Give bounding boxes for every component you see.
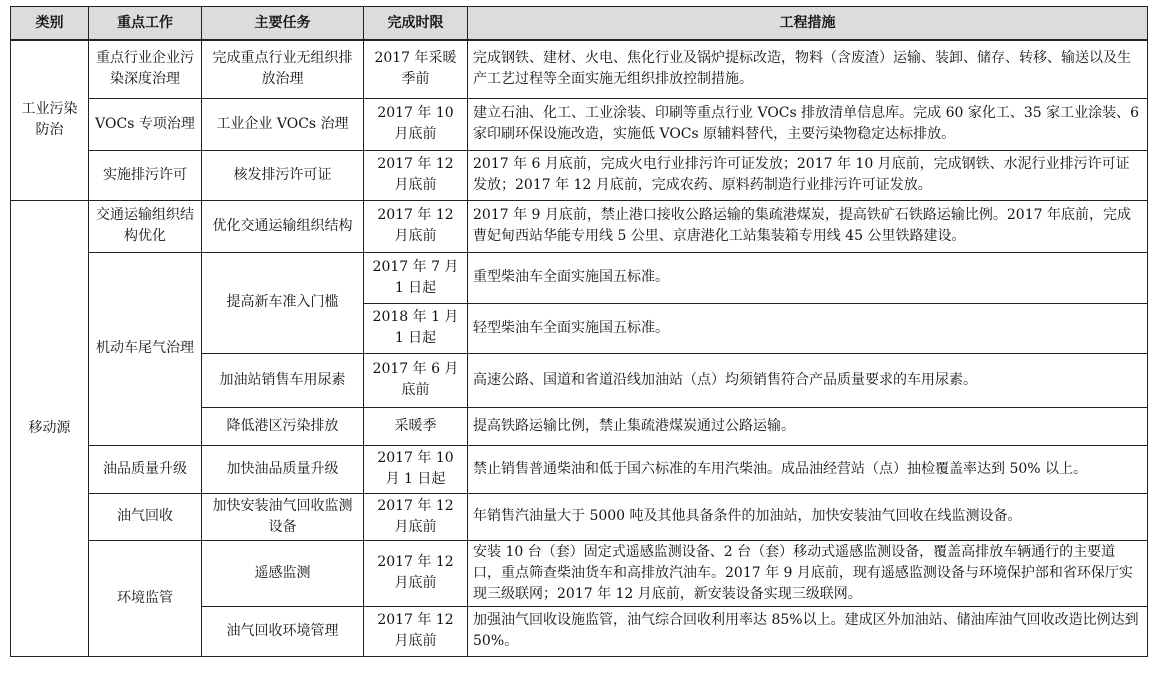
table-row	[11, 252, 1148, 303]
deadline-cell: 2017 年采暖季前	[364, 40, 468, 98]
measure-cell: 2017 年 9 月底前，禁止港口接收公路运输的集疏港煤炭，提高铁矿石铁路运输比例。2017 年底前，完成曹妃甸西站华能专用线 5 公里、京唐港化工站集装箱专用线 45 公里铁路建设。	[468, 200, 1148, 252]
key-work-cell: 机动车尾气治理	[89, 252, 202, 445]
table-row	[11, 540, 1148, 606]
deadline-cell: 2017 年 12 月底前	[364, 606, 468, 656]
measure-cell: 轻型柴油车全面实施国五标准。	[468, 303, 1148, 353]
main-task-cell: 提高新车准入门槛	[202, 252, 364, 353]
table-row	[11, 493, 1148, 540]
main-task-cell: 完成重点行业无组织排放治理	[202, 40, 364, 98]
deadline-cell: 2017 年 10 月 1 日起	[364, 445, 468, 493]
main-task-cell: 工业企业 VOCs 治理	[202, 98, 364, 150]
measure-cell: 建立石油、化工、工业涂装、印刷等重点行业 VOCs 排放清单信息库。完成 60 家化工、35 家工业涂装、6 家印刷环保设施改造，实施低 VOCs 原辅料替代，主要污染物稳定达标排放。	[468, 98, 1148, 150]
key-work-cell: VOCs 专项治理	[89, 98, 202, 150]
measures-table	[10, 6, 1148, 657]
main-task-cell: 加快油品质量升级	[202, 445, 364, 493]
main-task-cell: 加快安装油气回收监测设备	[202, 493, 364, 540]
main-task-cell: 核发排污许可证	[202, 150, 364, 200]
measure-cell: 安装 10 台（套）固定式遥感监测设备、2 台（套）移动式遥感监测设备，覆盖高排放车辆通行的主要道口，重点筛查柴油货车和高排放汽油车。2017 年 9 月底前，现有遥感监测设备与环境保护部和省环保厅实现三级联网；2017 年 12 月底前，新安装设备实现三级联网。	[468, 540, 1148, 606]
key-work-cell: 重点行业企业污染深度治理	[89, 40, 202, 98]
table-header-row	[11, 7, 1148, 41]
key-work-cell: 实施排污许可	[89, 150, 202, 200]
table-row	[11, 98, 1148, 150]
deadline-cell: 2017 年 12 月底前	[364, 540, 468, 606]
header-category: 类别	[11, 7, 89, 41]
header-measures: 工程措施	[468, 7, 1148, 41]
measure-cell: 年销售汽油量大于 5000 吨及其他具备条件的加油站，加快安装油气回收在线监测设备。	[468, 493, 1148, 540]
measure-cell: 完成钢铁、建材、火电、焦化行业及锅炉提标改造，物料（含废渣）运输、装卸、储存、转移、输送以及生产工艺过程等全面实施无组织排放控制措施。	[468, 40, 1148, 98]
measure-cell: 2017 年 6 月底前，完成火电行业排污许可证发放；2017 年 10 月底前，完成钢铁、水泥行业排污许可证发放；2017 年 12 月底前，完成农药、原料药制造行业排污许可证发放。	[468, 150, 1148, 200]
deadline-cell: 2018 年 1 月 1 日起	[364, 303, 468, 353]
main-task-cell: 油气回收环境管理	[202, 606, 364, 656]
table-row	[11, 445, 1148, 493]
deadline-cell: 采暖季	[364, 407, 468, 445]
measure-cell: 加强油气回收设施监管，油气综合回收利用率达 85%以上。建成区外加油站、储油库油气回收改造比例达到 50%。	[468, 606, 1148, 656]
header-main-task: 主要任务	[202, 7, 364, 41]
deadline-cell: 2017 年 6 月底前	[364, 353, 468, 407]
key-work-cell: 油品质量升级	[89, 445, 202, 493]
table-row	[11, 150, 1148, 200]
measure-cell: 提高铁路运输比例，禁止集疏港煤炭通过公路运输。	[468, 407, 1148, 445]
measures-table-wrapper	[10, 6, 1147, 657]
main-task-cell: 降低港区污染排放	[202, 407, 364, 445]
header-key-work: 重点工作	[89, 7, 202, 41]
header-deadline: 完成时限	[364, 7, 468, 41]
category-cell: 工业污染防治	[11, 40, 89, 200]
table-row	[11, 40, 1148, 98]
main-task-cell: 优化交通运输组织结构	[202, 200, 364, 252]
deadline-cell: 2017 年 12 月底前	[364, 150, 468, 200]
measure-cell: 禁止销售普通柴油和低于国六标准的车用汽柴油。成品油经营站（点）抽检覆盖率达到 50% 以上。	[468, 445, 1148, 493]
measure-cell: 重型柴油车全面实施国五标准。	[468, 252, 1148, 303]
key-work-cell: 油气回收	[89, 493, 202, 540]
deadline-cell: 2017 年 12 月底前	[364, 493, 468, 540]
main-task-cell: 加油站销售车用尿素	[202, 353, 364, 407]
deadline-cell: 2017 年 12 月底前	[364, 200, 468, 252]
measure-cell: 高速公路、国道和省道沿线加油站（点）均须销售符合产品质量要求的车用尿素。	[468, 353, 1148, 407]
table-row	[11, 200, 1148, 252]
main-task-cell: 遥感监测	[202, 540, 364, 606]
key-work-cell: 环境监管	[89, 540, 202, 656]
category-cell: 移动源	[11, 200, 89, 656]
deadline-cell: 2017 年 7 月 1 日起	[364, 252, 468, 303]
deadline-cell: 2017 年 10 月底前	[364, 98, 468, 150]
key-work-cell: 交通运输组织结构优化	[89, 200, 202, 252]
